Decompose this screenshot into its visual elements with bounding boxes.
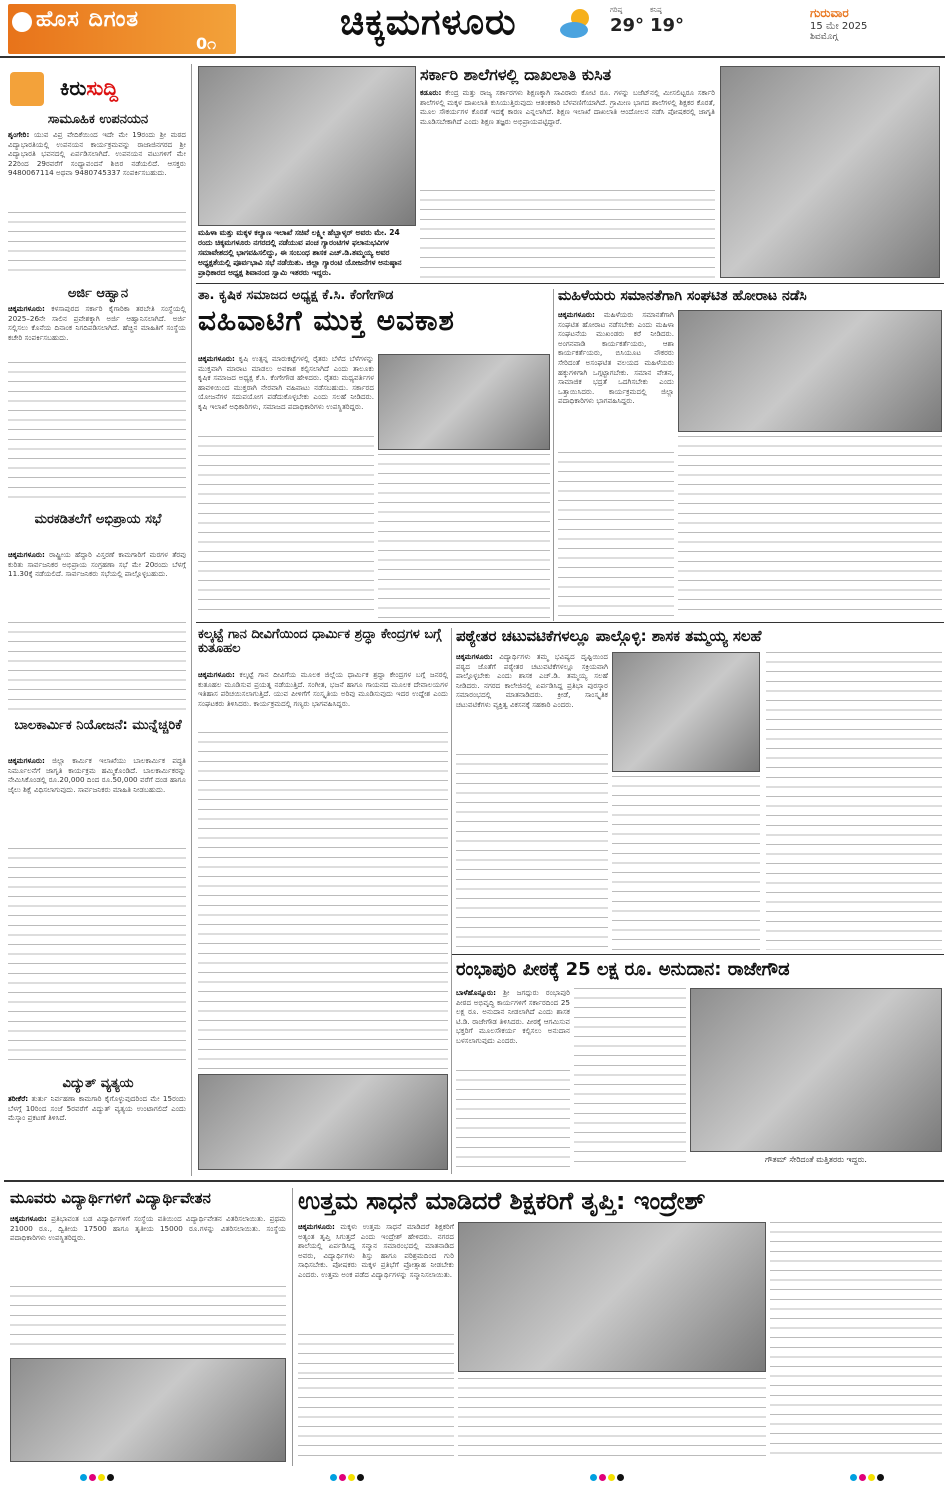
story-body-vidyarthivetana	[10, 1214, 286, 1284]
meeting-photo	[198, 66, 416, 226]
headline-indresh: ಉತ್ತಮ ಸಾಧನೆ ಮಾಡಿದರೆ ಶಿಕ್ಷಕರಿಗೆ ತೃಪ್ತಿ: ಇಂದ್ರೇಶ್	[298, 1187, 706, 1215]
divider	[196, 622, 944, 623]
story-body-vahivatu	[198, 354, 374, 434]
text-filler	[678, 436, 942, 618]
kiru-suddi-title	[60, 76, 118, 100]
pointing-hand-icon	[10, 72, 44, 106]
photo-caption: ಗೌತಮ್ ಸೇರಿದಂತೆ ಮತ್ತಿತರರು ಇದ್ದರು.	[765, 1155, 867, 1164]
text-filler	[8, 212, 186, 278]
headline-vahivatu: ವಹಿವಾಟಿಗೆ ಮುಕ್ತ ಅವಕಾಶ	[198, 304, 455, 337]
headline-mahile: ಮಹಿಳೆಯರು ಸಮಾನತೆಗಾಗಿ ಸಂಘಟಿತ ಹೋರಾಟ ನಡೆಸಿ	[558, 288, 807, 304]
story-text: ಕಲ್ಕಟ್ಟೆ ಗಾನ ದೀವಿಗೆಯ ಮೂಲಕ ಜಿಲ್ಲೆಯ ಧಾರ್ಮಿಕ ಶ್ರದ್ಧಾ ಕೇಂದ್ರಗಳ ಬಗ್ಗೆ ಜನರಲ್ಲಿ ಕುತೂಹಲ ಮೂಡಿಸುವ ಪ್ರಯತ್ನ ನಡೆಯುತ್ತಿದೆ. ಸಂಗೀತ, ಭಜನೆ ಹಾಗೂ ಗಾಯನದ ಮೂಲಕ ದೇವಾಲಯಗಳ ಇತಿಹಾಸ ಪರಿಚಯಿಸಲಾಗುತ್ತಿದೆ. ಯುವ ಪೀಳಿಗೆಗೆ ಸಂಸ್ಕೃತಿಯ ಅರಿವು ಮೂಡಿಸುವುದು ಇದರ ಉದ್ದೇಶ ಎಂದು ಸಂಘಟಕರು ತಿಳಿಸಿದರು. ಕಾರ್ಯಕ್ರಮದಲ್ಲಿ ಗಣ್ಯರು ಭಾಗವಹಿಸಿದ್ದರು.	[198, 670, 448, 708]
story-text: ಪ್ರತಿಭಾವಂತ ಬಡ ವಿದ್ಯಾರ್ಥಿಗಳಿಗೆ ಸಂಸ್ಥೆಯ ವತಿಯಿಂದ ವಿದ್ಯಾರ್ಥಿವೇತನ ವಿತರಿಸಲಾಯಿತು. ಪ್ರಥಮ 21000 ರೂ., ದ್ವಿತೀಯ 17500 ಹಾಗೂ ತೃತೀಯ 15000 ರೂ.ಗಳನ್ನು ವಿತರಿಸಲಾಯಿತು. ಸಂಸ್ಥೆಯ ಪದಾಧಿಕಾರಿಗಳು ಉಪಸ್ಥಿತರಿದ್ದರು.	[10, 1214, 286, 1243]
brief-title-vidyut: ವಿದ್ಯುತ್ ವ್ಯತ್ಯಯ	[62, 1076, 134, 1091]
brief-body-vidyut	[8, 1094, 186, 1170]
color-registration-marks	[330, 1474, 364, 1481]
text-filler	[458, 1378, 766, 1462]
dateline: ಚಿಕ್ಕಮಗಳೂರು:	[10, 1214, 47, 1223]
masthead	[0, 0, 945, 58]
dateline: ಚಿಕ್ಕಮಗಳೂರು:	[8, 756, 45, 765]
group-photo-school	[720, 66, 940, 278]
dateline: ಚಿಕ್ಕಮಗಳೂರು:	[298, 1222, 335, 1231]
brief-title-upanayana: ಸಾಮೂಹಿಕ ಉಪನಯನ	[47, 112, 149, 127]
text-filler	[456, 754, 608, 950]
dateline: ಚಿಕ್ಕಮಗಳೂರು:	[456, 652, 493, 661]
text-filler	[558, 452, 674, 618]
text-filler	[456, 1070, 570, 1170]
brief-text: ಕಳಸಾಪುರದ ಸರ್ಕಾರಿ ಕೈಗಾರಿಕಾ ತರಬೇತಿ ಸಂಸ್ಥೆಯಲ್ಲಿ 2025–26ನೇ ಸಾಲಿನ ಪ್ರವೇಶಕ್ಕಾಗಿ ಅರ್ಜಿ ಆಹ್ವಾನಿಸಲಾಗಿದೆ. ಅರ್ಜಿ ಸಲ್ಲಿಸಲು ಕೊನೆಯ ದಿನಾಂಕ ನಿಗದಿಪಡಿಸಲಾಗಿದೆ. ಹೆಚ್ಚಿನ ಮಾಹಿತಿಗೆ ಸಂಸ್ಥೆಯ ಕಚೇರಿ ಸಂಪರ್ಕಿಸಬಹುದು.	[8, 304, 186, 342]
brief-text: ಯುವ ವಿಪ್ರ ವೇದಿಕೆಯಿಂದ ಇದೇ ಮೇ 19ರಂದು ಶ್ರೀ ಮಠದ ವಿದ್ಯಾಭಾರತಿಯಲ್ಲಿ ಉಪನಯನ ಕಾರ್ಯಕ್ರಮವನ್ನು ರಾಜಾಜಿನಗರದ ಶ್ರೀ ವಿದ್ಯಾಭಾರತಿ ಭವನದಲ್ಲಿ ಏರ್ಪಡಿಸಲಾಗಿದೆ. ಉಪನಯನ ವಟುಗಳಿಗೆ ಮೇ 22ರಿಂದ 29ರವರೆಗೆ ಸಂಧ್ಯಾವಂದನೆ ಶಿಬಿರ ನಡೆಯಲಿದೆ. ಆಸಕ್ತರು 9480067114 ಅಥವಾ 9480745337 ಸಂಪರ್ಕಿಸಬಹುದು.	[8, 130, 186, 178]
story-text: ಮಹಿಳೆಯರು ಸಮಾನತೆಗಾಗಿ ಸಂಘಟಿತ ಹೋರಾಟ ನಡೆಸಬೇಕು ಎಂದು ಮಹಿಳಾ ಸಂಘಟನೆಯ ಮುಖಂಡರು ಕರೆ ನೀಡಿದರು. ಅಂಗನವಾಡಿ ಕಾರ್ಯಕರ್ತೆಯರು, ಆಶಾ ಕಾರ್ಯಕರ್ತೆಯರು, ಬಿಸಿಯೂಟ ನೌಕರರು ಸೇರಿದಂತೆ ಅಸಂಘಟಿತ ವಲಯದ ಮಹಿಳೆಯರು ಹಕ್ಕುಗಳಿಗಾಗಿ ಒಗ್ಗಟ್ಟಾಗಬೇಕು. ಸಮಾನ ವೇತನ, ಸಾಮಾಜಿಕ ಭದ್ರತೆ ಒದಗಿಸಬೇಕು ಎಂದು ಒತ್ತಾಯಿಸಿದರು. ಕಾರ್ಯಕ್ರಮದಲ್ಲಿ ಜಿಲ್ಲಾ ಪದಾಧಿಕಾರಿಗಳು ಭಾಗವಹಿಸಿದ್ದರು.	[558, 310, 674, 406]
divider	[196, 283, 944, 284]
headline-rambhapuri: ರಂಭಾಪುರಿ ಪೀಠಕ್ಕೆ 25 ಲಕ್ಷ ರೂ. ಅನುದಾನ: ರಾಜೇಗೌಡ	[456, 959, 790, 980]
teacher-felicitation-photo	[458, 1222, 766, 1372]
story-body-mahile	[558, 310, 674, 450]
weather-cloud-sun-icon	[558, 6, 594, 42]
text-filler	[298, 1334, 454, 1374]
text-filler	[198, 732, 448, 1070]
text-filler	[10, 1286, 286, 1352]
kiru-title-part2: ಸುದ್ದಿ	[86, 76, 119, 100]
text-filler	[8, 622, 186, 710]
text-filler	[198, 436, 374, 618]
story-text: ಕೇಂದ್ರ ಮತ್ತು ರಾಜ್ಯ ಸರ್ಕಾರಗಳು ಶಿಕ್ಷಣಕ್ಕಾಗಿ ಸಾವಿರಾರು ಕೋಟಿ ರೂ. ಗಳನ್ನು ಬಜೆಟ್‌ನಲ್ಲಿ ಮೀಸಲಿಟ್ಟರೂ ಸರ್ಕಾರಿ ಶಾಲೆಗಳಲ್ಲಿ ಮಕ್ಕಳ ದಾಖಲಾತಿ ಕುಸಿಯುತ್ತಿರುವುದು ಆತಂಕಕಾರಿ ಬೆಳವಣಿಗೆಯಾಗಿದೆ. ಗ್ರಾಮೀಣ ಭಾಗದ ಶಾಲೆಗಳಲ್ಲಿ ಶಿಕ್ಷಕರ ಕೊರತೆ, ಮೂಲ ಸೌಕರ್ಯಗಳ ಕೊರತೆ ಇದಕ್ಕೆ ಕಾರಣ ಎನ್ನಲಾಗಿದೆ. ಶಿಕ್ಷಣ ಇಲಾಖೆ ದಾಖಲಾತಿ ಆಂದೋಲನ ನಡೆಸಿ ಪೋಷಕರಲ್ಲಿ ಜಾಗೃತಿ ಮೂಡಿಸಬೇಕಾಗಿದೆ ಎಂದು ಶಿಕ್ಷಣ ತಜ್ಞರು ಅಭಿಪ್ರಾಯಪಟ್ಟಿದ್ದಾರೆ.	[420, 88, 715, 126]
meeting-photo-krishika	[378, 354, 550, 450]
headline-vidyarthivetana: ಮೂವರು ವಿದ್ಯಾರ್ಥಿಗಳಿಗೆ ವಿದ್ಯಾರ್ಥಿವೇತನ	[10, 1189, 211, 1207]
max-temp-label: ಗರಿಷ್ಠ	[610, 6, 623, 14]
brief-title-balakarmika: ಬಾಲಕಾರ್ಮಿಕ ನಿಯೋಜನೆ: ಮುನ್ನೆಚ್ಚರಿಕೆ	[14, 718, 182, 733]
text-filler	[298, 1378, 454, 1462]
brief-title-arji: ಅರ್ಜಿ ಆಹ್ವಾನ	[67, 286, 129, 301]
kicker-kengegowda: ತಾ. ಕೃಷಿಕ ಸಮಾಜದ ಅಧ್ಯಕ್ಷ ಕೆ.ಸಿ. ಕೆಂಗೇಗೌಡ	[198, 288, 394, 303]
temperature-block	[610, 6, 690, 50]
dateline: ತರೀಕೆರೆ:	[8, 1094, 29, 1103]
brief-text: ಜಿಲ್ಲಾ ಕಾರ್ಮಿಕ ಇಲಾಖೆಯು ಬಾಲಕಾರ್ಮಿಕ ಪದ್ಧತಿ ನಿರ್ಮೂಲನೆಗೆ ಜಾಗೃತಿ ಕಾರ್ಯಕ್ರಮ ಹಮ್ಮಿಕೊಂಡಿದೆ. ಬಾಲಕಾರ್ಮಿಕರನ್ನು ನೇಮಿಸಿಕೊಂಡಲ್ಲಿ ರೂ.20,000 ದಿಂದ ರೂ.50,000 ವರೆಗೆ ದಂಡ ಹಾಗೂ ಜೈಲು ಶಿಕ್ಷೆ ವಿಧಿಸಲಾಗುವುದು. ಸಾರ್ವಜನಿಕರು ಮಾಹಿತಿ ನೀಡಬಹುದು.	[8, 756, 186, 794]
divider	[452, 954, 944, 955]
dateline: ಚಿಕ್ಕಮಗಳೂರು:	[558, 310, 595, 319]
divider	[4, 1180, 944, 1182]
sun-logo-icon	[12, 12, 32, 32]
story-text: ಶ್ರೀ ಜಗದ್ಗುರು ರಂಭಾಪುರಿ ಪೀಠದ ಅಭಿವೃದ್ಧಿ ಕಾರ್ಯಗಳಿಗೆ ಸರ್ಕಾರದಿಂದ 25 ಲಕ್ಷ ರೂ. ಅನುದಾನ ನೀಡಲಾಗಿದೆ ಎಂದು ಶಾಸಕ ಟಿ.ಡಿ. ರಾಜೇಗೌಡ ತಿಳಿಸಿದರು. ಪೀಠಕ್ಕೆ ಆಗಮಿಸುವ ಭಕ್ತರಿಗೆ ಮೂಲಸೌಕರ್ಯ ಕಲ್ಪಿಸಲು ಅನುದಾನ ಬಳಸಲಾಗುವುದು ಎಂದರು.	[456, 988, 570, 1045]
headline-kalkatte: ಕಲ್ಕಟ್ಟೆ ಗಾನ ದೀವಿಗೆಯಿಂದ ಧಾರ್ಮಿಕ ಶ್ರದ್ಧಾ ಕೇಂದ್ರಗಳ ಬಗ್ಗೆ ಕುತೂಹಲ	[198, 627, 442, 657]
story-body-kalkatte	[198, 670, 448, 730]
scholarship-photo	[10, 1358, 286, 1462]
divider	[553, 289, 554, 621]
dateline: ಚಿಕ್ಕಮಗಳೂರು:	[8, 550, 45, 559]
text-filler	[8, 362, 186, 502]
brief-body-balakarmika	[8, 756, 186, 846]
dateline: ಬಾಳೆಹೊನ್ನೂರು:	[456, 988, 497, 997]
brief-text: ತುರ್ತು ನಿರ್ವಹಣಾ ಕಾಮಗಾರಿ ಕೈಗೊಳ್ಳುವುದರಿಂದ ಮೇ 15ರಂದು ಬೆಳಗ್ಗೆ 10ರಿಂದ ಸಂಜೆ 5ರವರೆಗೆ ವಿದ್ಯುತ್ ವ್ಯತ್ಯಯ ಉಂಟಾಗಲಿದೆ ಎಂದು ಮೆಸ್ಕಾಂ ಪ್ರಕಟಣೆ ತಿಳಿಸಿದೆ.	[8, 1094, 186, 1123]
min-temp: 19°	[650, 15, 685, 36]
dateline: ಚಿಕ್ಕಮಗಳೂರು:	[198, 670, 235, 679]
story-text: ಕೃಷಿ ಉತ್ಪನ್ನ ಮಾರುಕಟ್ಟೆಗಳಲ್ಲಿ ರೈತರು ಬೆಳೆದ ಬೆಳೆಗಳನ್ನು ಮುಕ್ತವಾಗಿ ಮಾರಾಟ ಮಾಡಲು ಅವಕಾಶ ಕಲ್ಪಿಸಲಾಗಿದೆ ಎಂದು ತಾಲೂಕು ಕೃಷಿಕ ಸಮಾಜದ ಅಧ್ಯಕ್ಷ ಕೆ.ಸಿ. ಕೆಂಗೇಗೌಡ ಹೇಳಿದರು. ರೈತರು ಮಧ್ಯವರ್ತಿಗಳ ಹಾವಳಿಯಿಂದ ಮುಕ್ತರಾಗಿ ನೇರವಾಗಿ ವಹಿವಾಟು ನಡೆಸಬಹುದು. ಸರ್ಕಾರದ ಯೋಜನೆಗಳ ಸದುಪಯೋಗ ಪಡೆದುಕೊಳ್ಳಬೇಕು ಎಂದು ಸಲಹೆ ನೀಡಿದರು. ಕೃಷಿ ಇಲಾಖೆ ಅಧಿಕಾರಿಗಳು, ಸಮಾಜದ ಪದಾಧಿಕಾರಿಗಳು ಉಪಸ್ಥಿತರಿದ್ದರು.	[198, 354, 374, 411]
story-body-pathyetara	[456, 652, 608, 752]
divider	[451, 628, 452, 1174]
min-temp-label: ಕನಿಷ್ಠ	[650, 6, 662, 14]
brief-title-mara: ಮರಕಡಿತಲೆಗೆ ಅಭಿಪ್ರಾಯ ಸಭೆ	[34, 512, 162, 527]
text-filler	[420, 190, 715, 278]
brief-text: ರಾಷ್ಟ್ರೀಯ ಹೆದ್ದಾರಿ ವಿಸ್ತರಣೆ ಕಾಮಗಾರಿಗೆ ಮರಗಳ ತೆರವು ಕುರಿತು ಸಾರ್ವಜನಿಕರ ಅಭಿಪ್ರಾಯ ಸಂಗ್ರಹಣಾ ಸಭೆ ಮೇ 20ರಂದು ಬೆಳಗ್ಗೆ 11.30ಕ್ಕೆ ನಡೆಯಲಿದೆ. ಸಾರ್ವಜನಿಕರು ಸಭೆಯಲ್ಲಿ ಪಾಲ್ಗೊಳ್ಳಬಹುದು.	[8, 550, 186, 579]
brief-body-mara	[8, 550, 186, 620]
headline-dakhalati: ಸರ್ಕಾರಿ ಶಾಲೆಗಳಲ್ಲಿ ದಾಖಲಾತಿ ಕುಸಿತ	[420, 65, 612, 84]
issue-date: 15 ಮೇ 2025	[810, 21, 868, 32]
color-registration-marks	[80, 1474, 114, 1481]
dateline: ಕಡೂರು:	[420, 88, 442, 97]
felicitation-photo	[690, 988, 942, 1152]
text-filler	[8, 848, 186, 1068]
students-photo	[612, 652, 760, 772]
photo-caption: ಮಹಿಳಾ ಮತ್ತು ಮಕ್ಕಳ ಕಲ್ಯಾಣ ಇಲಾಖೆ ಸಚಿವೆ ಲಕ್ಷ್ಮೀ ಹೆಬ್ಬಾಳ್ಕರ್ ಅವರು ಮೇ. 24 ರಂದು ಚಿಕ್ಕಮಗಳೂರು ನಗರದಲ್ಲಿ ನಡೆಯುವ ಪಂಚ ಗ್ಯಾರಂಟಿಗಳ ಫಲಾನುಭವಿಗಳ ಸಮಾವೇಶದಲ್ಲಿ ಭಾಗವಹಿಸಲಿದ್ದು, ಈ ಸಂಬಂಧ ಶಾಸಕ ಎಚ್.ಡಿ.ತಮ್ಮಯ್ಯ ಅವರ ಅಧ್ಯಕ್ಷತೆಯಲ್ಲಿ ಪೂರ್ವಭಾವಿ ಸಭೆ ನಡೆಯಿತು. ಜಿಲ್ಲಾ ಗ್ಯಾರಂಟಿ ಯೋಜನೆಗಳ ಅನುಷ್ಠಾನ ಪ್ರಾಧಿಕಾರದ ಅಧ್ಯಕ್ಷ ಶಿವಾನಂದ ಸ್ವಾಮಿ ಇತರರು ಇದ್ದರು.	[198, 228, 402, 277]
story-body-indresh	[298, 1222, 454, 1332]
divider	[292, 1188, 293, 1466]
text-filler	[766, 652, 942, 950]
story-text: ವಿದ್ಯಾರ್ಥಿಗಳು ತಮ್ಮ ಭವಿಷ್ಯದ ದೃಷ್ಟಿಯಿಂದ ಪಠ್ಯದ ಜೊತೆಗೆ ಪಠ್ಯೇತರ ಚಟುವಟಿಕೆಗಳಲ್ಲೂ ಸಕ್ರಿಯವಾಗಿ ಪಾಲ್ಗೊಳ್ಳಬೇಕು ಎಂದು ಶಾಸಕ ಎಚ್.ಡಿ. ತಮ್ಮಯ್ಯ ಸಲಹೆ ನೀಡಿದರು. ನಗರದ ಕಾಲೇಜಿನಲ್ಲಿ ಏರ್ಪಡಿಸಿದ್ದ ಪ್ರತಿಭಾ ಪುರಸ್ಕಾರ ಸಮಾರಂಭದಲ್ಲಿ ಮಾತನಾಡಿದರು. ಕ್ರೀಡೆ, ಸಾಂಸ್ಕೃತಿಕ ಚಟುವಟಿಕೆಗಳು ವ್ಯಕ್ತಿತ್ವ ವಿಕಸನಕ್ಕೆ ಸಹಕಾರಿ ಎಂದರು.	[456, 652, 608, 709]
event-photo-kalkatte	[198, 1074, 448, 1170]
text-filler	[574, 988, 686, 1170]
logo-text: ಹೊಸ ದಿಗಂತ	[36, 7, 140, 32]
dateline: ಶೃಂಗೇರಿ:	[8, 130, 30, 139]
day-name: ಗುರುವಾರ	[810, 6, 849, 20]
story-body-dakhalati	[420, 88, 715, 188]
story-text: ಮಕ್ಕಳು ಉತ್ತಮ ಸಾಧನೆ ಮಾಡಿದರೆ ಶಿಕ್ಷಕರಿಗೆ ಅತ್ಯಂತ ತೃಪ್ತಿ ಸಿಗುತ್ತದೆ ಎಂದು ಇಂದ್ರೇಶ್ ಹೇಳಿದರು. ನಗರದ ಶಾಲೆಯಲ್ಲಿ ಏರ್ಪಡಿಸಿದ್ದ ಸನ್ಮಾನ ಸಮಾರಂಭದಲ್ಲಿ ಮಾತನಾಡಿದ ಅವರು, ವಿದ್ಯಾರ್ಥಿಗಳು ಶಿಸ್ತು ಹಾಗೂ ಪರಿಶ್ರಮದಿಂದ ಗುರಿ ಸಾಧಿಸಬೇಕು. ಪೋಷಕರು ಮಕ್ಕಳ ಪ್ರತಿಭೆಗೆ ಪ್ರೋತ್ಸಾಹ ನೀಡಬೇಕು ಎಂದರು. ಉತ್ತಮ ಅಂಕ ಪಡೆದ ವಿದ್ಯಾರ್ಥಿಗಳನ್ನು ಸನ್ಮಾನಿಸಲಾಯಿತು.	[298, 1222, 454, 1279]
max-temp: 29°	[610, 15, 645, 36]
color-registration-marks	[590, 1474, 624, 1481]
text-filler	[378, 454, 550, 618]
page-number: 0೧	[196, 34, 217, 53]
newspaper-logo	[8, 4, 236, 54]
date-block	[810, 6, 930, 42]
text-filler	[770, 1222, 942, 1462]
edition-name: ಶಿವಮೊಗ್ಗ	[810, 32, 838, 42]
kiru-title-part1: ಕಿರು	[60, 76, 87, 100]
headline-pathyetara: ಪಠ್ಯೇತರ ಚಟುವಟಿಕೆಗಳಲ್ಲೂ ಪಾಲ್ಗೊಳ್ಳಿ: ಶಾಸಕ ತಮ್ಮಯ್ಯ ಸಲಹೆ	[456, 627, 762, 645]
dateline: ಚಿಕ್ಕಮಗಳೂರು:	[8, 304, 45, 313]
dateline: ಚಿಕ್ಕಮಗಳೂರು:	[198, 354, 235, 363]
city-name: ಚಿಕ್ಕಮಗಳೂರು	[340, 2, 517, 43]
story-body-rambhapuri	[456, 988, 570, 1068]
color-registration-marks	[850, 1474, 884, 1481]
text-filler	[612, 776, 760, 950]
women-group-photo	[678, 310, 942, 432]
